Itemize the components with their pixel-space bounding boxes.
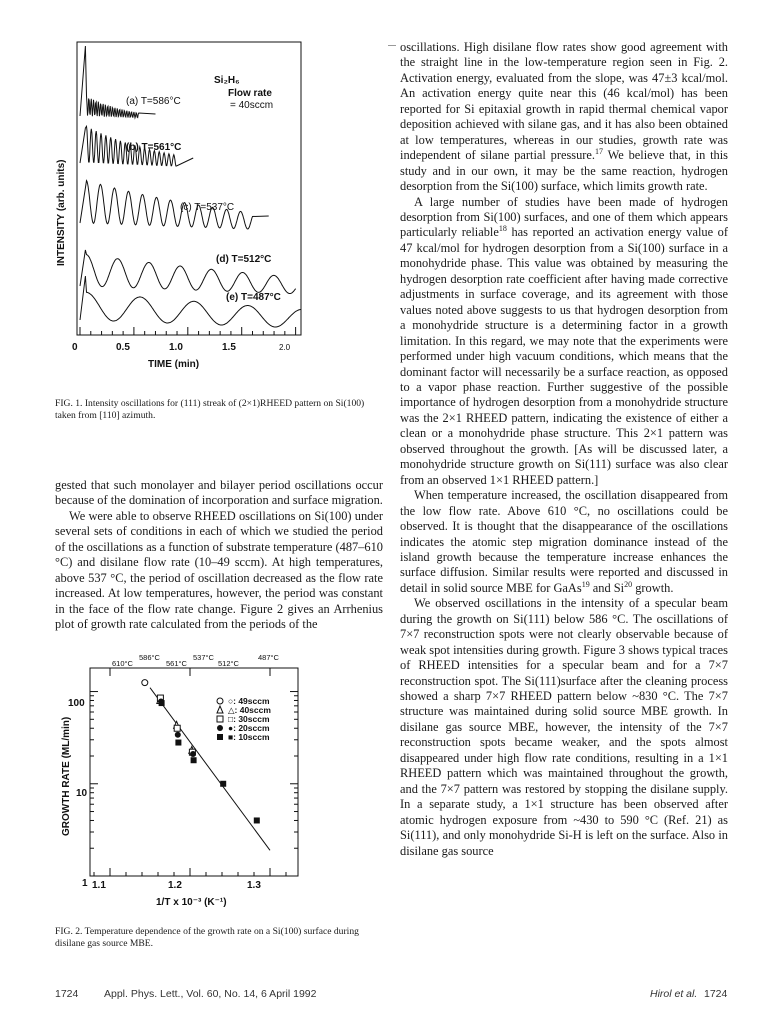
figure-2-ytick-100: 100 bbox=[68, 698, 85, 709]
reference-20: 20 bbox=[624, 579, 633, 589]
figure-1-xlabel: TIME (min) bbox=[148, 359, 200, 370]
figure-1-legend-flow-label: Flow rate bbox=[228, 88, 272, 99]
figure-1-xtick-0: 0 bbox=[72, 342, 78, 353]
figure-1-ylabel: INTENSITY (arb. units) bbox=[56, 159, 67, 266]
figure-2-legend-marker-0 bbox=[217, 698, 223, 704]
footer-page-number-left: 1724 bbox=[55, 988, 79, 1000]
figure-1-curve-label-d: (d) T=512°C bbox=[216, 254, 272, 265]
figure-2-legend-marker-1 bbox=[217, 706, 223, 713]
right-paragraph-2-text-a: A large number of studies have been made of hydrogen desorption from Si(100) surfaces, and one of them which appears particularly reliable bbox=[400, 194, 728, 240]
right-paragraph-1 bbox=[400, 40, 728, 195]
figure-2-point-s0-p0 bbox=[142, 680, 148, 686]
footer-journal: Appl. Phys. Lett., Vol. 60, No. 14, 6 April 1992 bbox=[104, 988, 317, 1000]
footer-page-number-right: 1724 bbox=[704, 988, 728, 1000]
figure-1-legend-species: Si₂H₆ bbox=[214, 75, 240, 86]
right-column-text bbox=[400, 40, 728, 859]
figure-2-svg bbox=[28, 648, 318, 920]
figure-2-top-axis-label-4: 512°C bbox=[218, 659, 239, 668]
figure-1-ticks bbox=[80, 327, 296, 335]
figure-2-top-axis-label-2: 561°C bbox=[166, 659, 187, 668]
right-paragraph-4: We observed oscillations in the intensity of a specular beam during the growth on Si(111) below 586 °C. The oscillations of 7×7 reconstruction spots were not clearly observable because of weak spot intensities during growth. Figure 3 shows typical traces of RHEED intensities for a specular beam and for a 7×7 reconstruction spot. The Si(111)surface after the cleaning process showed a sharp 7×7 RHEED pattern below ~830 °C. The 7×7 structure was maintained during solid source MBE growth. In disilane gas source MBE, however, the intensity of the 7×7 reconstruction spots became weaker, and the spots almost disappeared under high flow rate conditions, resulting in a 1×1 RHEED pattern which was maintained throughout the growth, and the 7×7 pattern was restored by stopping the disilane supply. In a separate study, a 1×1 structure has been observed after atomic hydrogen exposure from ~430 to 590 °C (Ref. 21) as Si(111), and only monohydride Si-H is left on the surface. Also in disilane gas source bbox=[400, 596, 728, 858]
left-paragraph-1: gested that such monolayer and bilayer period oscillations occur because of the domination of incorporation and surface migration. bbox=[55, 478, 383, 508]
left-column-text bbox=[55, 478, 383, 633]
figure-2-point-s4-p3 bbox=[220, 781, 226, 787]
reference-17: 17 bbox=[595, 147, 604, 157]
figure-2-xlabel: 1/T x 10⁻³ (K⁻¹) bbox=[156, 897, 227, 908]
column-continuation-mark bbox=[388, 45, 396, 46]
figure-2-point-s4-p2 bbox=[191, 757, 197, 763]
right-paragraph-3-text-a: When temperature increased, the oscillation disappeared from the low flow rate. Above 610 °C, no oscillations could be observed. It is thought that the disappearance of the oscillations indicates the atomic step migration dominance instead of the island growth because the temperature increase enhances the surface diffusion. Similar results were reported and discussed in detail in solid source MBE for GaAs bbox=[400, 488, 728, 595]
figure-2-xtick-1.1: 1.1 bbox=[92, 880, 106, 891]
figure-1-curve-label-b: (b) T=561°C bbox=[126, 142, 182, 153]
figure-2-legend-marker-4 bbox=[217, 734, 223, 740]
figure-1-xtick-3: 1.5 bbox=[222, 342, 236, 353]
figure-1-curve-label-c: (c) T=537°C bbox=[180, 202, 235, 213]
figure-2-ytick-1: 1 bbox=[82, 878, 88, 889]
figure-2-ytick-10: 10 bbox=[76, 788, 88, 799]
figure-1-svg bbox=[50, 38, 315, 376]
figure-1 bbox=[50, 38, 315, 376]
figure-2-caption: FIG. 2. Temperature dependence of the growth rate on a Si(100) surface during disilane gas source MBE. bbox=[55, 926, 359, 949]
figure-2-top-axis-label-3: 537°C bbox=[193, 653, 214, 662]
figure-2-point-s4-p4 bbox=[254, 817, 260, 823]
figure-1-xtick-2: 1.0 bbox=[169, 342, 183, 353]
right-paragraph-3 bbox=[400, 488, 728, 596]
right-paragraph-2-text-b: has reported an activation energy value of 47 kcal/mol for hydrogen desorption from a Si(100) surface in a monohydride phase. This value was obtained by measuring the hydrogen desorption rate coefficient after having made corrective adjustments in surface coverage, and its agreement with those values noted above suggests to us that hydrogen desorption from a monohydride structure is a determining factor in a growth limitation. In this regard, we may note that the experiments were performed under high vacuum conditions, which means that the dominant factor will necessarily be a surface reaction, as opposed to a vapor phase reaction. Further suggestive of the possible importance of hydrogen desorption from a monohydride structure was the 2×1 RHEED pattern, indicating the existence of either a clean or a monohydride phase structure. This 2×1 pattern was observed throughout the growth. [As will be discussed later, a monohydride structure growth on Si(111) surface was also clear from an observed 1×1 RHEED pattern.] bbox=[400, 225, 729, 487]
figure-1-xtick-4: 2.0 bbox=[279, 343, 291, 352]
footer-authors: Hirol et al. bbox=[650, 988, 698, 1000]
reference-19: 19 bbox=[581, 579, 590, 589]
figure-2-point-s3-p1 bbox=[175, 732, 181, 738]
figure-1-curve-label-a: (a) T=586°C bbox=[126, 96, 181, 107]
figure-2-legend-marker-2 bbox=[217, 716, 223, 722]
figure-2-legend-marker-3 bbox=[217, 725, 223, 731]
figure-2-top-axis-label-0: 610°C bbox=[112, 659, 133, 668]
right-paragraph-3-text-c: growth. bbox=[632, 580, 674, 595]
right-paragraph-3-text-b: and Si bbox=[589, 580, 625, 595]
figure-2-ylabel: GROWTH RATE (ML/min) bbox=[61, 716, 72, 836]
figure-2-legend-0: ○: 49sccm bbox=[228, 696, 270, 706]
reference-18: 18 bbox=[498, 224, 507, 234]
figure-2-legend-1: △: 40sccm bbox=[228, 705, 271, 715]
figure-1-trace-c bbox=[80, 181, 269, 229]
figure-2 bbox=[28, 648, 318, 920]
figure-1-curve-label-e: (e) T=487°C bbox=[226, 292, 281, 303]
figure-2-point-s4-p0 bbox=[159, 700, 165, 706]
figure-1-xtick-1: 0.5 bbox=[116, 342, 130, 353]
figure-1-legend-flow-value: = 40sccm bbox=[230, 100, 274, 111]
right-paragraph-1-text: oscillations. High disilane flow rates show good agreement with the straight line in the low-temperature region seen in Fig. 2. Activation energy, evaluated from the slope, was 47±3 kcal/mol. An activation energy quite near this (46 kcal/mol) has been reported for Si epitaxial growth in rapid thermal chemical vapor deposition achieved with silane gas, and it has also been obtained at low temperatures, whereas in our studies, growth rate was independent of silane partial pressure. bbox=[400, 40, 728, 163]
figure-1-caption: FIG. 1. Intensity oscillations for (111) streak of (2×1)RHEED pattern on Si(100) taken from [110] azimuth. bbox=[55, 398, 365, 421]
figure-2-xtick-1.3: 1.3 bbox=[247, 880, 261, 891]
figure-2-top-axis-label-1: 586°C bbox=[139, 653, 160, 662]
left-paragraph-2: We were able to observe RHEED oscillations on Si(100) under several sets of conditions in each of which we studied the period of the oscillations as a function of substrate temperature (487–610 °C) and disilane flow rate (10–49 sccm). At high temperatures, above 537 °C, the period of oscillation decreased as the flow rate increased. At low temperatures, however, the period was constant in the face of the flow rate change. Figure 2 gives an Arrhenius plot of growth rate calculated from the periods of the bbox=[55, 508, 383, 632]
figure-2-point-s3-p2 bbox=[190, 751, 196, 757]
figure-2-point-s4-p1 bbox=[175, 740, 181, 746]
figure-2-legend-4: ■: 10sccm bbox=[228, 732, 270, 742]
figure-2-point-s2-p1 bbox=[174, 725, 180, 731]
figure-2-top-axis-label-5: 487°C bbox=[258, 653, 279, 662]
figure-2-legend-3: ●: 20sccm bbox=[228, 723, 270, 733]
figure-2-xtick-1.2: 1.2 bbox=[168, 880, 182, 891]
figure-2-legend-2: □: 30sccm bbox=[228, 714, 270, 724]
right-paragraph-1-text-b: We believe that, in this study and in our own, it may be the same reaction, hydrogen desorption from the Si(100) surface, which limits growth rate. bbox=[400, 148, 728, 194]
right-paragraph-2 bbox=[400, 195, 728, 489]
